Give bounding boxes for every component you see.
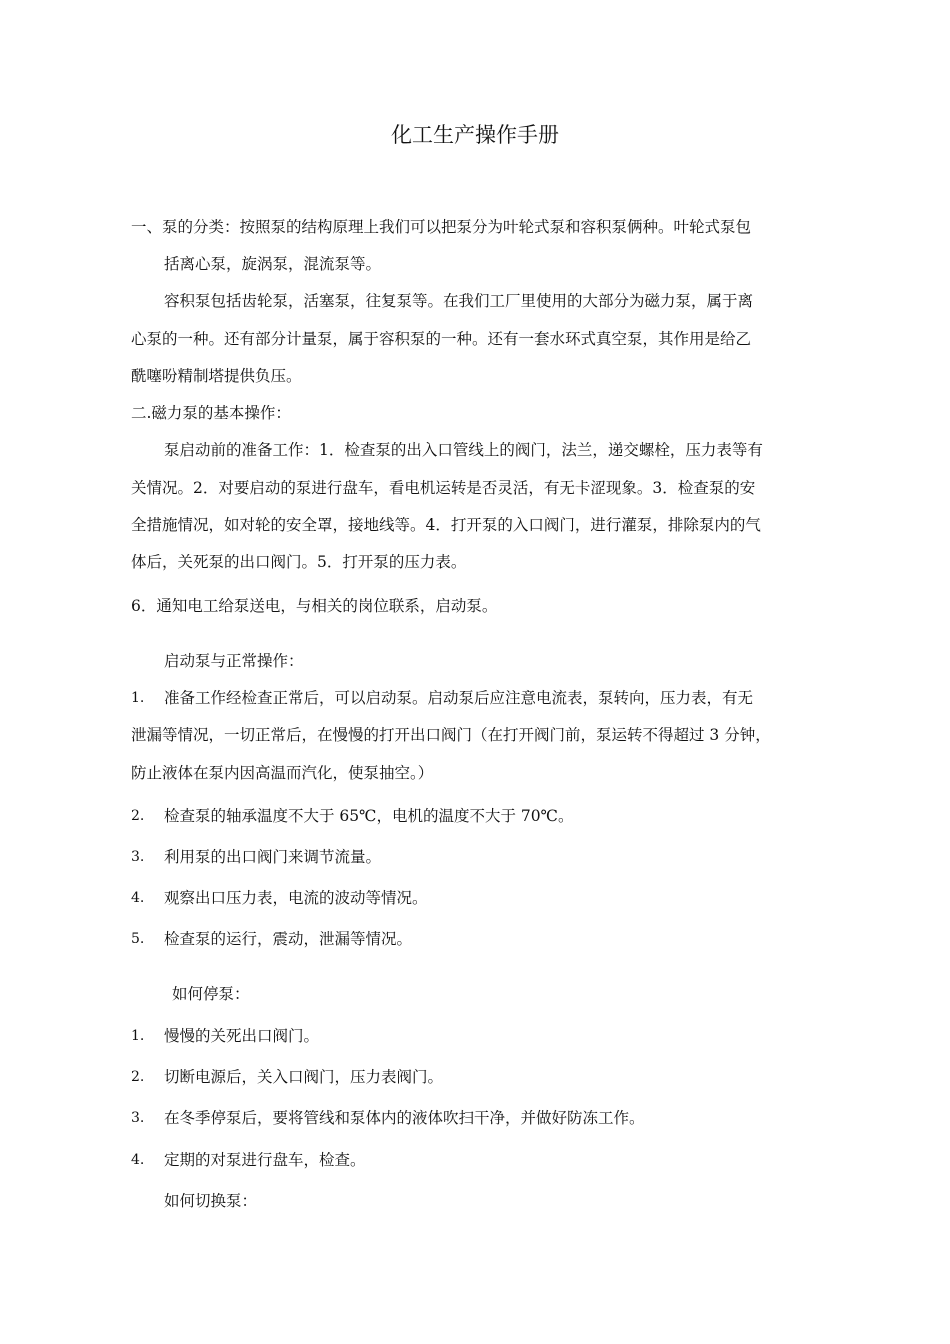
section1-line-5: 酰噻吩精制塔提供负压。 xyxy=(131,367,302,385)
start-item-2-number: 2. xyxy=(131,808,145,824)
document-title: 化工生产操作手册 xyxy=(391,123,559,147)
start-item-4-number: 4. xyxy=(131,890,145,906)
stop-item-2-number: 2. xyxy=(131,1069,145,1085)
start-item-5-text: 检查泵的运行，震动，泄漏等情况。 xyxy=(164,930,413,948)
start-item-2-text: 检查泵的轴承温度不大于 65℃，电机的温度不大于 70℃。 xyxy=(164,807,574,825)
start-item-1-number: 1. xyxy=(131,690,145,706)
start-item-5-number: 5. xyxy=(131,931,145,947)
start-item-1-line-1: 准备工作经检查正常后，可以启动泵。启动泵后应注意电流表，泵转向，压力表，有无 xyxy=(164,689,754,707)
start-item-1-line-2: 泄漏等情况，一切正常后，在慢慢的打开出口阀门（在打开阀门前，泵运转不得超过 3 分钟， xyxy=(131,726,771,744)
section1-line-3: 容积泵包括齿轮泵，活塞泵，往复泵等。在我们工厂里使用的大部分为磁力泵，属于离 xyxy=(164,292,754,310)
start-item-3-text: 利用泵的出口阀门来调节流量。 xyxy=(164,848,382,866)
stop-item-2-text: 切断电源后，关入口阀门，压力表阀门。 xyxy=(164,1068,444,1086)
section2-prep-line-3: 全措施情况，如对轮的安全罩，接地线等。4．打开泵的入口阀门，进行灌泵，排除泵内的气 xyxy=(131,516,761,534)
start-item-1-line-3: 防止液体在泵内因高温而汽化，使泵抽空。） xyxy=(131,764,434,782)
stop-item-4-number: 4. xyxy=(131,1152,145,1168)
section1-line-1: 一、泵的分类：按照泵的结构原理上我们可以把泵分为叶轮式泵和容积泵俩种。叶轮式泵包 xyxy=(131,218,752,236)
section1-line-4: 心泵的一种。还有部分计量泵，属于容积泵的一种。还有一套水环式真空泵，其作用是给乙 xyxy=(131,330,752,348)
start-heading: 启动泵与正常操作： xyxy=(164,652,304,670)
section2-prep-line-2: 关情况。2．对要启动的泵进行盘车，看电机运转是否灵活，有无卡涩现象。3．检查泵的安 xyxy=(131,479,756,497)
section2-prep-line-4: 体后，关死泵的出口阀门。5．打开泵的压力表。 xyxy=(131,553,467,571)
start-item-4-text: 观察出口压力表，电流的波动等情况。 xyxy=(164,889,428,907)
stop-item-1-text: 慢慢的关死出口阀门。 xyxy=(164,1027,320,1045)
stop-heading: 如何停泵： xyxy=(172,985,250,1003)
section2-prep-line-5: 6．通知电工给泵送电，与相关的岗位联系，启动泵。 xyxy=(131,597,498,615)
switch-heading: 如何切换泵： xyxy=(164,1192,258,1210)
stop-item-3-text: 在冬季停泵后，要将管线和泵体内的液体吹扫干净，并做好防冻工作。 xyxy=(164,1109,645,1127)
section1-line-2: 括离心泵，旋涡泵，混流泵等。 xyxy=(164,255,382,273)
section2-prep-line-1: 泵启动前的准备工作：1．检查泵的出入口管线上的阀门，法兰，递交螺栓，压力表等有 xyxy=(164,441,763,459)
stop-item-3-number: 3. xyxy=(131,1110,145,1126)
section2-heading: 二.磁力泵的基本操作： xyxy=(131,404,291,422)
start-item-3-number: 3. xyxy=(131,849,145,865)
stop-item-4-text: 定期的对泵进行盘车，检查。 xyxy=(164,1151,366,1169)
stop-item-1-number: 1. xyxy=(131,1028,145,1044)
